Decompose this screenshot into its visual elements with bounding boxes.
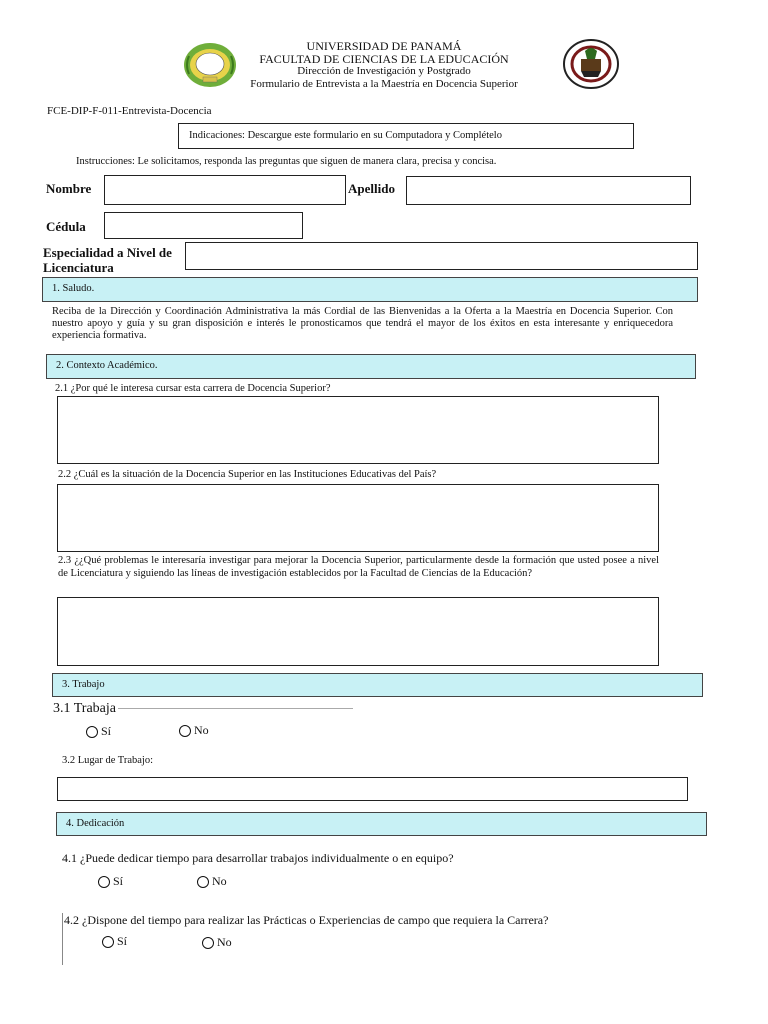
dedicacion-4-1-si-option[interactable]	[98, 874, 123, 889]
apellido-field[interactable]	[406, 176, 691, 205]
dedicacion-4-1-si-label: Sí	[113, 874, 124, 888]
question-3-2: 3.2 Lugar de Trabajo:	[62, 755, 153, 766]
question-3-1: 3.1 Trabaja	[53, 701, 116, 716]
section-contexto-title: 2. Contexto Académico.	[56, 360, 158, 371]
radio-circle-icon[interactable]	[98, 876, 110, 888]
radio-circle-icon[interactable]	[179, 725, 191, 737]
trabajo-no-option[interactable]	[179, 723, 209, 738]
question-2-3: 2.3 ¿¿Qué problemas le interesaría investigar para mejorar la Docencia Superior, particularmente desde la formación que usted posee a nivel de Licenciatura y siguiendo las líneas de investigación establecidos por la Facultad de Ciencias de la Educación?	[58, 555, 659, 579]
question-2-2: 2.2 ¿Cuál es la situación de la Docencia Superior en las Instituciones Educativas del País?	[58, 469, 437, 480]
dedicacion-4-1-no-label: No	[212, 874, 227, 888]
cedula-label: Cédula	[46, 219, 86, 234]
trabajo-si-label: Sí	[101, 724, 112, 738]
question-4-2: 4.2 ¿Dispone del tiempo para realizar las Prácticas o Experiencias de campo que requiera la Carrera?	[64, 913, 549, 927]
section-trabajo-title: 3. Trabajo	[62, 679, 105, 690]
form-code: FCE-DIP-F-011-Entrevista-Docencia	[47, 105, 212, 117]
section-contexto-header	[46, 354, 696, 379]
direction-name: Dirección de Investigación y Postgrado	[297, 65, 471, 77]
dedicacion-4-2-no-option[interactable]	[202, 935, 232, 950]
section-dedicacion-header	[56, 812, 707, 836]
trabajo-si-option[interactable]	[86, 724, 111, 739]
section-trabajo-header	[52, 673, 703, 697]
dedicacion-4-2-si-label: Sí	[117, 934, 128, 948]
radio-circle-icon[interactable]	[202, 937, 214, 949]
section-dedicacion-title: 4. Dedicación	[66, 818, 125, 829]
radio-circle-icon[interactable]	[197, 876, 209, 888]
section-saludo-header	[42, 277, 698, 302]
instructions-text: Instrucciones: Le solicitamos, responda las preguntas que siguen de manera clara, precisa y concisa.	[76, 156, 497, 167]
answer-2-1-field[interactable]	[57, 396, 659, 464]
indications-box	[178, 123, 634, 149]
lugar-trabajo-field[interactable]	[57, 777, 688, 801]
indications-text: Indicaciones: Descargue este formulario en su Computadora y Complételo	[189, 130, 502, 141]
saludo-text: Reciba de la Dirección y Coordinación Administrativa la más Cordial de las Bienvenidas a la Oferta a la Maestría en Docencia Superior. Con nuestro apoyo y guía y su gran disposición e interés le pronosticamos que tendrá el mayor de los éxitos en esta interesante y enriquecedora experiencia formativa.	[52, 306, 673, 341]
apellido-label: Apellido	[348, 181, 395, 196]
dedicacion-4-2-si-option[interactable]	[102, 934, 127, 949]
section-saludo-title: 1. Saludo.	[52, 283, 95, 294]
question-4-1: 4.1 ¿Puede dedicar tiempo para desarrollar trabajos individualmente o en equipo?	[62, 851, 454, 865]
especialidad-field[interactable]	[185, 242, 698, 270]
dedicacion-4-2-no-label: No	[217, 935, 232, 949]
answer-2-3-field[interactable]	[57, 597, 659, 666]
cedula-field[interactable]	[104, 212, 303, 239]
faculty-name: FACULTAD DE CIENCIAS DE LA EDUCACIÓN	[259, 52, 509, 66]
radio-circle-icon[interactable]	[102, 936, 114, 948]
trabajo-no-label: No	[194, 723, 209, 737]
dedicacion-4-1-no-option[interactable]	[197, 874, 227, 889]
nombre-field[interactable]	[104, 175, 346, 205]
nombre-label: Nombre	[46, 181, 92, 196]
university-name: UNIVERSIDAD DE PANAMÁ	[306, 39, 462, 53]
answer-2-2-field[interactable]	[57, 484, 659, 552]
question-4-2-margin-line	[62, 913, 63, 965]
radio-circle-icon[interactable]	[86, 726, 98, 738]
question-2-1: 2.1 ¿Por qué le interesa cursar esta carrera de Docencia Superior?	[55, 383, 331, 394]
especialidad-label: Especialidad a Nivel de Licenciatura	[43, 245, 172, 275]
question-3-1-underline	[118, 708, 353, 709]
form-title: Formulario de Entrevista a la Maestría en Docencia Superior	[250, 78, 518, 90]
